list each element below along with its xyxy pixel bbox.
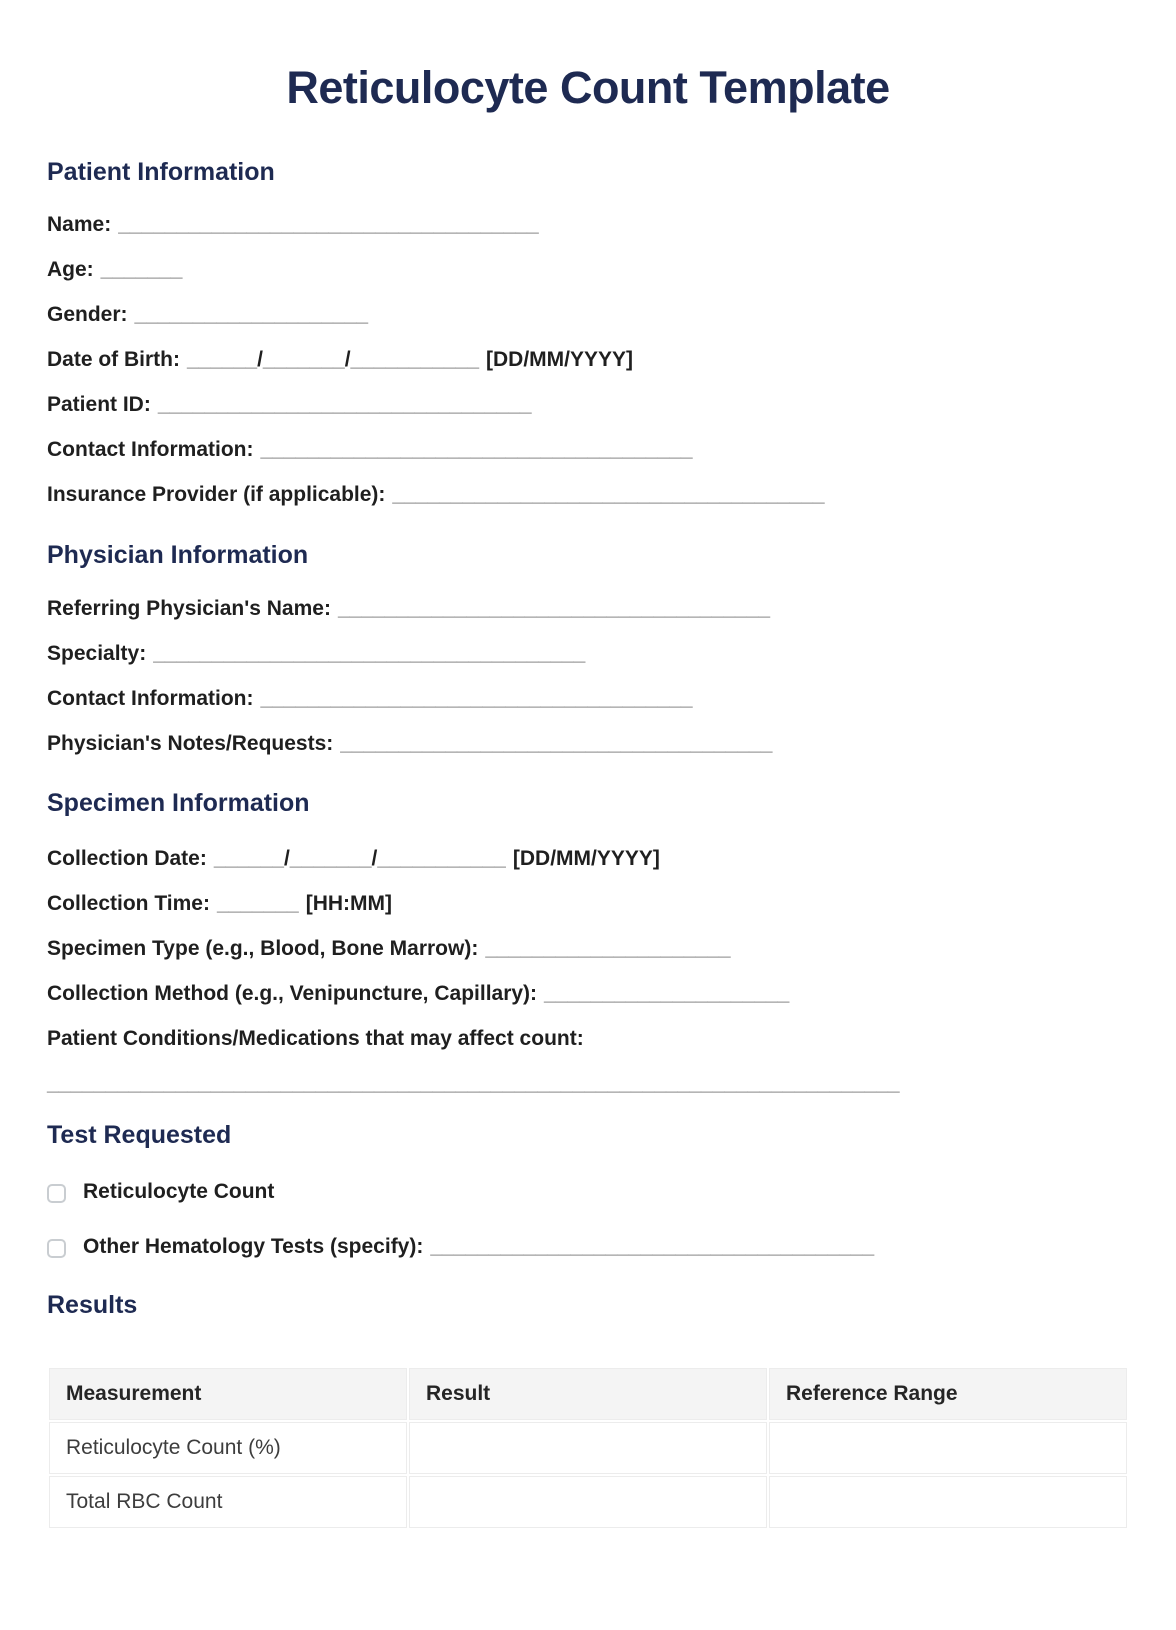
field-specimen-type xyxy=(47,935,1129,963)
field-name xyxy=(47,211,1129,239)
other-hematology-tests-blank-line: ______________________________________ xyxy=(430,1235,875,1258)
field-age-blank-line: _______ xyxy=(100,258,183,281)
field-contact-information-label: Contact Information: xyxy=(47,438,254,461)
field-patient-conditions-label: Patient Conditions/Medications that may affect count: xyxy=(47,1027,584,1050)
column-header-reference-range: Reference Range xyxy=(769,1368,1127,1420)
field-specimen-type-label: Specimen Type (e.g., Blood, Bone Marrow): xyxy=(47,937,479,960)
collection-date-separator: / xyxy=(283,847,290,870)
field-physician-contact-information-label: Contact Information: xyxy=(47,687,254,710)
field-physician-notes-requests-label: Physician's Notes/Requests: xyxy=(47,732,334,755)
section-heading-results: Results xyxy=(47,1291,138,1319)
collection-date-separator: / xyxy=(371,847,378,870)
dob-month-blank: _______ xyxy=(262,348,345,371)
field-physician-notes-requests-blank-line: _____________________________________ xyxy=(340,732,773,755)
field-specimen-type-blank-line: _____________________ xyxy=(485,937,731,960)
measurement-cell: Reticulocyte Count (%) xyxy=(49,1422,407,1474)
column-header-result: Result xyxy=(409,1368,767,1420)
page-title: Reticulocyte Count Template xyxy=(286,62,890,113)
field-physician-contact-information-blank-line: _____________________________________ xyxy=(260,687,693,710)
field-age-label: Age: xyxy=(47,258,94,281)
field-collection-date xyxy=(47,845,1129,873)
reticulocyte-count-label: Reticulocyte Count xyxy=(83,1180,275,1203)
dob-separator: / xyxy=(344,348,351,371)
field-physician-contact-information xyxy=(47,685,1129,713)
collection-time-format-hint: [HH:MM] xyxy=(305,892,393,915)
field-referring-physician-name-blank-line: _____________________________________ xyxy=(337,597,771,620)
field-patient-conditions xyxy=(47,1025,1129,1053)
field-specialty-label: Specialty: xyxy=(47,642,147,665)
field-collection-method-label: Collection Method (e.g., Venipuncture, Capillary): xyxy=(47,982,538,1005)
field-contact-information xyxy=(47,436,1129,464)
section-heading-specimen-information: Specimen Information xyxy=(47,789,310,817)
result-cell xyxy=(409,1476,767,1528)
collection-date-month-blank: _______ xyxy=(289,847,372,870)
field-insurance-provider-blank-line: _____________________________________ xyxy=(392,483,825,506)
section-heading-physician-information: Physician Information xyxy=(47,541,309,569)
table-row-total-rbc-count xyxy=(49,1476,1127,1528)
section-heading-test-requested: Test Requested xyxy=(47,1121,232,1149)
field-referring-physician-name-label: Referring Physician's Name: xyxy=(47,597,331,620)
field-collection-time-label: Collection Time: xyxy=(47,892,210,915)
field-collection-date-label: Collection Date: xyxy=(47,847,207,870)
collection-date-day-blank: ______ xyxy=(213,847,284,870)
field-insurance-provider xyxy=(47,481,1129,509)
field-patient-id xyxy=(47,391,1129,419)
field-collection-method-blank-line: _____________________ xyxy=(544,982,790,1005)
option-reticulocyte-count xyxy=(47,1178,1129,1206)
field-contact-information-blank-line: _____________________________________ xyxy=(260,438,693,461)
field-specialty-blank-line: _____________________________________ xyxy=(153,642,586,665)
field-specialty xyxy=(47,640,1129,668)
other-hematology-tests-checkbox[interactable] xyxy=(47,1239,66,1258)
field-gender-blank-line: ____________________ xyxy=(134,303,369,326)
field-referring-physician-name xyxy=(47,595,1129,623)
field-collection-method xyxy=(47,980,1129,1008)
table-row-reticulocyte-count xyxy=(49,1422,1127,1474)
field-insurance-provider-label: Insurance Provider (if applicable): xyxy=(47,483,386,506)
reticulocyte-count-checkbox[interactable] xyxy=(47,1184,66,1203)
field-patient-id-blank-line: ________________________________ xyxy=(157,393,532,416)
field-date-of-birth xyxy=(47,346,1129,374)
field-name-label: Name: xyxy=(47,213,112,236)
section-heading-patient-information: Patient Information xyxy=(47,158,275,186)
field-patient-conditions-blank-line: _________________________________________________________________________ xyxy=(47,1072,900,1095)
field-collection-time-blank-line: _______ xyxy=(216,892,299,915)
option-other-hematology-tests xyxy=(47,1233,1129,1261)
patient-conditions-blank-line-row xyxy=(47,1070,1129,1098)
dob-separator: / xyxy=(257,348,263,371)
field-age xyxy=(47,256,1129,284)
results-table-header-row xyxy=(49,1368,1127,1420)
field-name-blank-line: ____________________________________ xyxy=(118,213,539,236)
field-gender-label: Gender: xyxy=(47,303,128,326)
reference-range-cell xyxy=(769,1422,1127,1474)
field-patient-id-label: Patient ID: xyxy=(47,393,151,416)
dob-day-blank: ______ xyxy=(187,348,258,371)
collection-date-year-blank: ___________ xyxy=(377,847,506,870)
column-header-measurement: Measurement xyxy=(49,1368,407,1420)
dob-year-blank: ___________ xyxy=(350,348,480,371)
measurement-cell: Total RBC Count xyxy=(49,1476,407,1528)
result-cell xyxy=(409,1422,767,1474)
field-physician-notes-requests xyxy=(47,730,1129,758)
collection-date-format-hint: [DD/MM/YYYY] xyxy=(512,847,660,870)
dob-format-hint: [DD/MM/YYYY] xyxy=(486,348,634,371)
field-collection-time xyxy=(47,890,1129,918)
other-hematology-tests-label: Other Hematology Tests (specify): xyxy=(83,1235,424,1258)
field-gender xyxy=(47,301,1129,329)
results-table xyxy=(47,1366,1129,1530)
reference-range-cell xyxy=(769,1476,1127,1528)
field-date-of-birth-label: Date of Birth: xyxy=(47,348,180,371)
